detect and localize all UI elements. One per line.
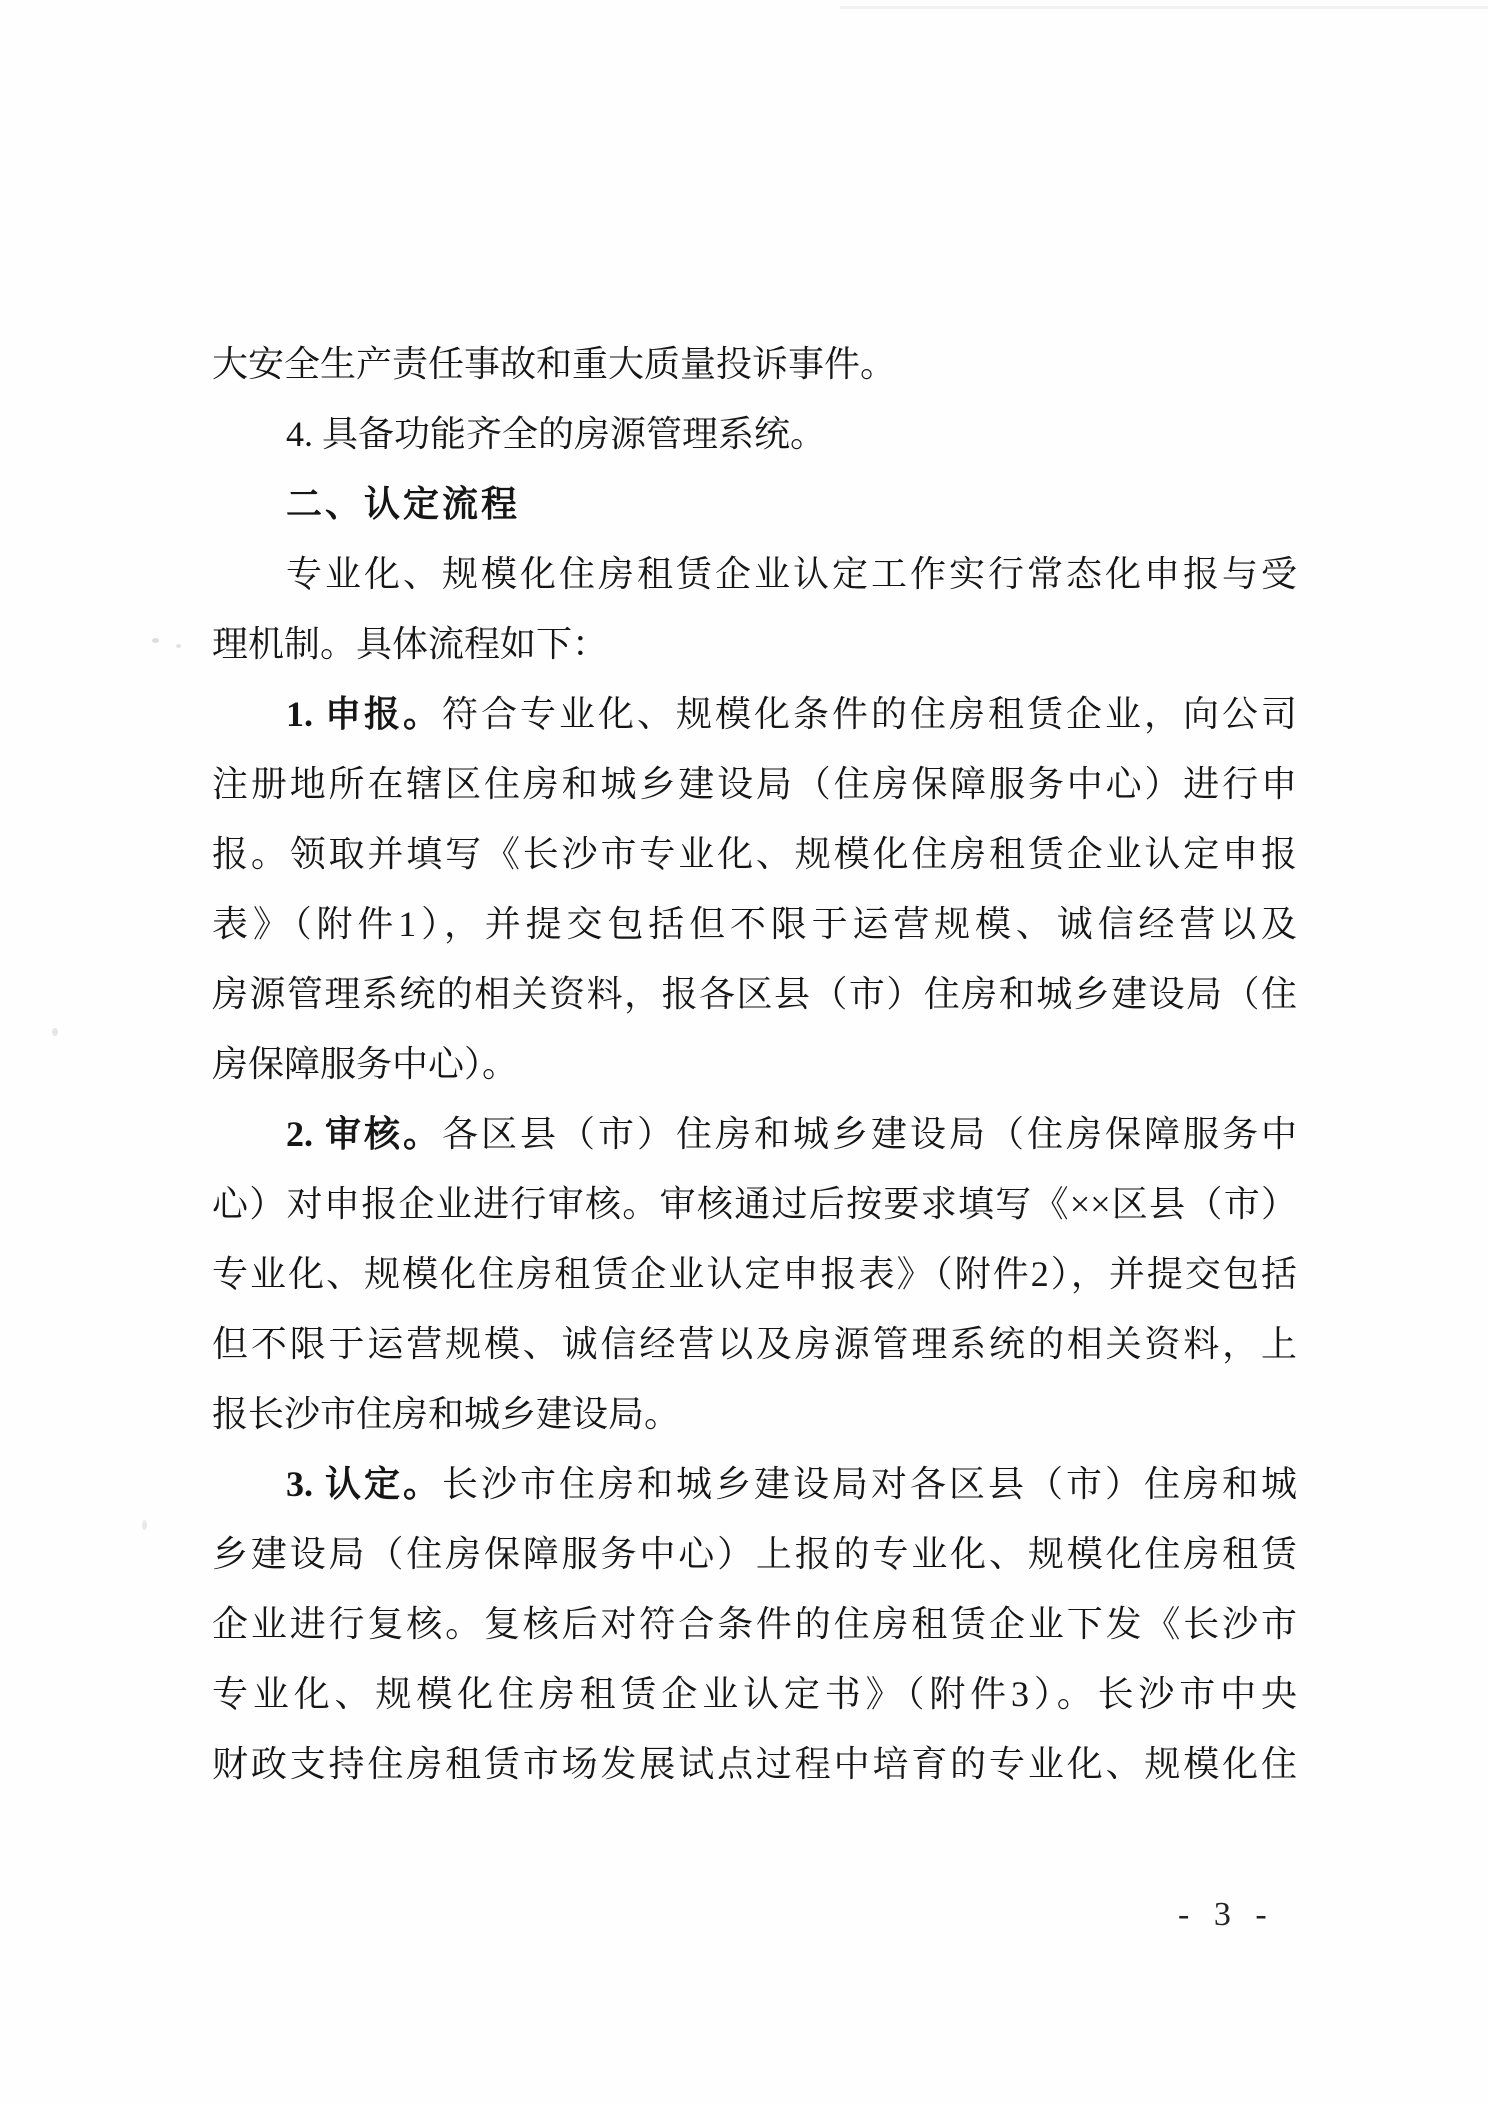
- text-line: 房保障服务中心）。: [212, 1044, 519, 1084]
- scan-speck: [142, 1520, 147, 1530]
- text-line: 专业化、规模化住房租赁企业认定申报表》（附件2），并提交包括: [212, 1254, 1297, 1294]
- text-line: 注册地所在辖区住房和城乡建设局（住房保障服务中心）进行申: [212, 764, 1297, 804]
- text-line: 表》（附件1），并提交包括但不限于运营规模、诚信经营以及: [212, 904, 1297, 944]
- text-line: 专业化、规模化住房租赁企业认定工作实行常态化申报与受: [286, 554, 1297, 594]
- step-1-line: [212, 679, 1297, 749]
- text-line: 房源管理系统的相关资料，报各区县（市）住房和城乡建设局（住: [212, 974, 1297, 1014]
- step-2-line: [212, 1099, 1297, 1169]
- text-segment: 各区县（市）住房和城乡建设局（住房保障服务中: [442, 1114, 1297, 1154]
- text-line: 报长沙市住房和城乡建设局。: [212, 1394, 681, 1434]
- text-line: 大安全生产责任事故和重大质量投诉事件。: [212, 344, 897, 384]
- step-2-label: 2. 审核。: [286, 1114, 442, 1154]
- text-segment: 长沙市住房和城乡建设局对各区县（市）住房和城: [442, 1464, 1297, 1504]
- text-line: 报。领取并填写《长沙市专业化、规模化住房租赁企业认定申报: [212, 834, 1297, 874]
- step-3-line: [212, 1449, 1297, 1519]
- step-3-label: 3. 认定。: [286, 1464, 442, 1504]
- text-line: 但不限于运营规模、诚信经营以及房源管理系统的相关资料，上: [212, 1324, 1297, 1364]
- text-line: 财政支持住房租赁市场发展试点过程中培育的专业化、规模化住: [212, 1744, 1297, 1784]
- scan-speck: [152, 638, 159, 643]
- list-item-4: 4. 具备功能齐全的房源管理系统。: [286, 414, 827, 454]
- scan-artifact-line: [840, 6, 1488, 9]
- text-line: 乡建设局（住房保障服务中心）上报的专业化、规模化住房租赁: [212, 1534, 1297, 1574]
- page-number: - 3 -: [1178, 1896, 1275, 1933]
- scan-speck: [52, 1028, 58, 1036]
- section-heading: 二、认定流程: [286, 483, 521, 524]
- text-line: 专业化、规模化住房租赁企业认定书》（附件3）。长沙市中央: [212, 1674, 1297, 1714]
- text-segment: 符合专业化、规模化条件的住房租赁企业，向公司: [442, 694, 1297, 734]
- text-line: 企业进行复核。复核后对符合条件的住房租赁企业下发《长沙市: [212, 1604, 1297, 1644]
- document-body: [212, 329, 1297, 1799]
- step-1-label: 1. 申报。: [286, 694, 442, 734]
- text-line: 理机制。具体流程如下：: [212, 624, 609, 664]
- text-line: 心）对申报企业进行审核。审核通过后按要求填写《××区县（市）: [212, 1184, 1297, 1224]
- scan-speck: [176, 644, 181, 648]
